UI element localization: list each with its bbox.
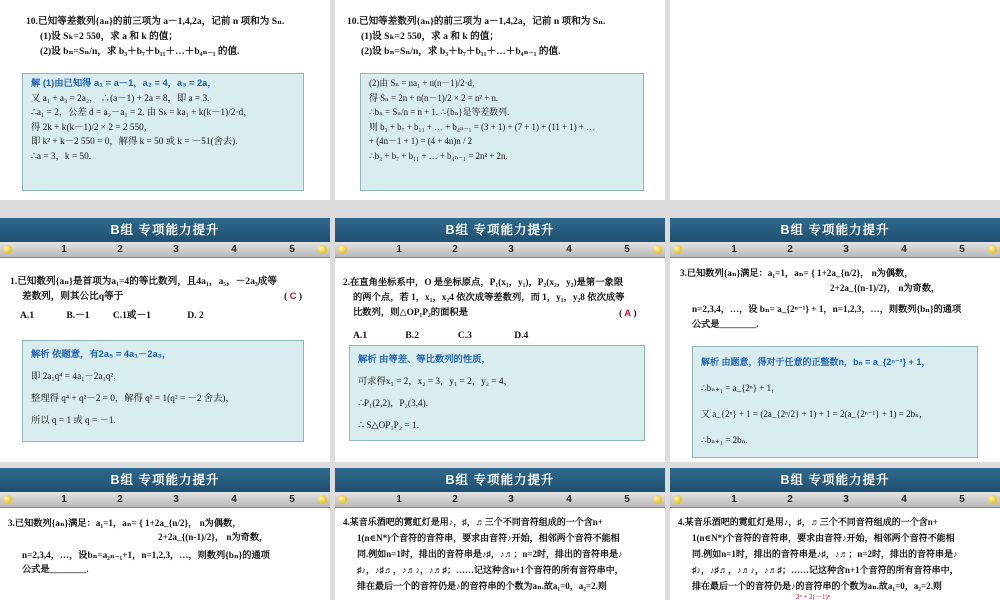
slide-nav bbox=[670, 242, 1000, 258]
solution-line: 解析 由题意，得对于任意的正整数n，bₙ = a_{2ⁿ⁻¹} + 1， bbox=[701, 357, 931, 367]
solution-line: 可求得x₁ = 2，x₂ = 3，y₁ = 2，y₂ = 4， bbox=[358, 377, 513, 387]
option-b[interactable]: B.－1 bbox=[66, 310, 90, 321]
options-row bbox=[20, 308, 320, 323]
answer-letter: C bbox=[289, 291, 297, 302]
solution-line: 解析 由等差、等比数列的性质， bbox=[358, 354, 491, 364]
solution-tag: 解 (1)由已知得 a₁ = a－1，a₂ = 4，a₃ = 2a， bbox=[31, 78, 217, 88]
nav-item-2[interactable]: 2 bbox=[117, 244, 123, 255]
nav-item-4[interactable]: 4 bbox=[901, 244, 907, 255]
nav-item-2[interactable]: 2 bbox=[452, 494, 458, 505]
nav-item-4[interactable]: 4 bbox=[566, 244, 572, 255]
option-a[interactable]: A.1 bbox=[20, 310, 35, 321]
group-header: B组 专项能力提升 bbox=[0, 468, 330, 492]
slide-5[interactable] bbox=[335, 218, 665, 462]
group-header: B组 专项能力提升 bbox=[0, 218, 330, 242]
nav-item-1[interactable]: 1 bbox=[396, 244, 402, 255]
slide-4[interactable] bbox=[0, 218, 330, 462]
options-row bbox=[353, 328, 653, 343]
solution-line: 又 a₁ + a₃ = 2a₂， ∴(a－1) + 2a = 8，即 a = 3. bbox=[31, 93, 210, 104]
nav-next-ball-icon[interactable] bbox=[318, 245, 327, 254]
nav-item-3[interactable]: 3 bbox=[173, 244, 179, 255]
question-text: 1.已知数列{aₙ}是首项为a₁=4的等比数列，且4a₁，a₅，－2a₃成等 差数列，则其公比q等于 ( C ) bbox=[10, 276, 303, 302]
solution-line: ∴P₁(2,2)，P₂(3,4). bbox=[358, 399, 428, 409]
solution-line: 得 Sₙ = 2n + n(n－1)/2 × 2 = n² + n. bbox=[369, 92, 499, 103]
nav-item-2[interactable]: 2 bbox=[117, 494, 123, 505]
nav-prev-ball-icon[interactable] bbox=[673, 245, 682, 254]
option-d[interactable]: D.4 bbox=[514, 330, 529, 341]
nav-item-3[interactable]: 3 bbox=[508, 244, 514, 255]
nav-prev-ball-icon[interactable] bbox=[3, 245, 12, 254]
solution-line: 整理得 q⁴ + q²－2 = 0，解得 q² = 1(q² = －2 舍去)， bbox=[31, 394, 235, 404]
nav-item-5[interactable]: 5 bbox=[959, 494, 965, 505]
nav-item-4[interactable]: 4 bbox=[890, 492, 918, 507]
question-text: 10.已知等差数列{aₙ}的前三项为 a－1,4,2a，记前 n 项和为 Sₙ. (1)设 Sₖ=2 550，求 a 和 k 的值； (2)设 bₙ=Sₙ/n，求 b₃＋b₇＋b₁₁＋…＋b₄ₙ₋₁ 的值. bbox=[347, 16, 606, 57]
nav-item-1[interactable]: 1 bbox=[731, 244, 737, 255]
solution-box bbox=[692, 346, 978, 458]
question-text: 3.已知数列{aₙ}满足：a₁=1，aₙ= { 1+2a_{n/2}， n为偶数， 2+2a_{(n-1)/2}， n为奇数， n=2,3,4，…，设bₙ=a₂ₙ₋₁+1，n=1,2,3，…，则数列{bₙ}的通项 公式是________. bbox=[8, 518, 270, 574]
option-d[interactable]: D. 2 bbox=[187, 310, 204, 321]
group-header: B组 专项能力提升 bbox=[670, 218, 1000, 242]
solution-line: ∴ S△OP₁P₂ = 1. bbox=[358, 421, 419, 431]
solution-line: ∴b₃ + b₇ + b₁₁ + … + b₄ₙ₋₁ = 2n² + 2n. bbox=[369, 150, 508, 161]
nav-item-1[interactable]: 1 bbox=[61, 494, 67, 505]
nav-next-ball-icon[interactable] bbox=[653, 495, 662, 504]
group-header: B组 专项能力提升 bbox=[670, 468, 1000, 492]
nav-item-3[interactable]: 3 bbox=[832, 242, 860, 257]
solution-line bbox=[31, 76, 295, 92]
nav-next-ball-icon[interactable] bbox=[318, 495, 327, 504]
nav-item-5[interactable]: 5 bbox=[289, 494, 295, 505]
nav-prev-ball-icon[interactable] bbox=[338, 245, 347, 254]
group-header: B组 专项能力提升 bbox=[335, 468, 665, 492]
question-text: 3.已知数列{aₙ}满足：a₁=1，aₙ= { 1+2a_{n/2}， n为偶数， 2+2a_{(n-1)/2}， n为奇数， n=2,3,4，…，设 bₙ= a_{2ⁿ⁻¹} + 1，n=1,2,3，…，则数列{bₙ}的通项 公式是________. bbox=[680, 268, 962, 329]
option-a[interactable]: A.1 bbox=[353, 330, 368, 341]
option-b[interactable]: B.2 bbox=[405, 330, 420, 341]
question-text: 4.某音乐酒吧的霓虹灯是用♪，♯，♬三个不同音符组成的一个含n+ 1(n∈N*)个音符的音符串，要求由音符♪开始，相邻两个音符不能相 同.例如n=1时，排出的音符串是♪♯，♪♬；n=2时，排出的音符串是♪ ♯♪，♪♯♬，♪♬♪，♪♬♯；……记这种含n+1个音符的所有音符串中， 排在最后一个的音符仍是♪的音符串的个数为aₙ.故a₁=0，a₂=2.则 bbox=[678, 517, 959, 591]
nav-prev-ball-icon[interactable] bbox=[338, 495, 347, 504]
solution-line: 又 a_{2ⁿ} + 1 = (2a_{2ⁿ/2} + 1) + 1 = 2(a_{2ⁿ⁻¹} + 1) = 2bₙ， bbox=[701, 409, 929, 419]
solution-line: ∴bₙ = Sₙ/n = n + 1. ∴{bₙ}是等差数列. bbox=[369, 107, 510, 118]
option-c[interactable]: C.1或－1 bbox=[112, 310, 151, 321]
nav-item-2[interactable]: 2 bbox=[441, 242, 469, 257]
nav-item-3[interactable]: 3 bbox=[162, 492, 190, 507]
slide-nav bbox=[335, 242, 665, 258]
nav-prev-ball-icon[interactable] bbox=[3, 495, 12, 504]
question-text: 10.已知等差数列{aₙ}的前三项为 a－1,4,2a，记前 n 项和为 Sₙ. (1)设 Sₖ=2 550，求 a 和 k 的值； (2)设 bₙ=Sₙ/n，求 b₃＋b₇＋b₁₁＋…＋b₄ₙ₋₁ 的值. bbox=[26, 16, 285, 57]
solution-box bbox=[22, 73, 304, 191]
slide-nav bbox=[0, 492, 330, 508]
nav-item-5[interactable]: 5 bbox=[959, 244, 965, 255]
solution-line: 即 2a₁q⁴ = 4a₁－2a₁q²， bbox=[31, 372, 123, 382]
slide-2[interactable] bbox=[335, 0, 665, 200]
option-c[interactable]: C.3 bbox=[457, 330, 472, 341]
slide-7[interactable] bbox=[0, 468, 330, 600]
nav-item-4[interactable]: 4 bbox=[231, 244, 237, 255]
solution-line: 所以 q = 1 或 q = －1. bbox=[31, 416, 116, 426]
solution-box bbox=[360, 73, 644, 191]
nav-item-1[interactable]: 1 bbox=[50, 242, 78, 257]
solution-box bbox=[349, 345, 645, 441]
nav-item-5[interactable]: 5 bbox=[624, 494, 630, 505]
solution-box bbox=[22, 340, 304, 442]
slide-nav bbox=[335, 492, 665, 508]
question-text: 4.某音乐酒吧的霓虹灯是用♪，♯，♬三个不同音符组成的一个含n+ 1(n∈N*)个音符的音符串，要求由音符♪开始，相邻两个音符不能相 同.例如n=1时，排出的音符串是♪♯，♪♬；n=2时，排出的音符串是♪ ♯♪，♪♯♬，♪♬♪，♪♬♯；……记这种含n+1个音符的所有音符串中， 排在最后一个的音符仍是♪的音符串的个数为aₙ.故a₁=0，a₂=2.则 bbox=[343, 517, 624, 591]
nav-item-5[interactable]: 5 bbox=[289, 244, 295, 255]
nav-next-ball-icon[interactable] bbox=[988, 245, 997, 254]
nav-next-ball-icon[interactable] bbox=[653, 245, 662, 254]
group-header: B组 专项能力提升 bbox=[335, 218, 665, 242]
nav-item-1[interactable]: 1 bbox=[731, 494, 737, 505]
nav-item-4[interactable]: 4 bbox=[555, 492, 583, 507]
solution-line: 解析 依题意，有2a₅ = 4a₁－2a₃， bbox=[31, 349, 172, 359]
answer-fragment: 2ⁿ + 2(－1)ⁿ bbox=[796, 593, 831, 600]
solution-line: (2)由 Sₙ = na₁ + n(n－1)/2·d， bbox=[369, 78, 481, 88]
solution-line: 即 k² + k－2 550 = 0，解得 k = 50 或 k = －51(舍去). bbox=[31, 137, 238, 147]
question-text: 2.在直角坐标系中，O 是坐标原点，P₁(x₁，y₁)，P₂(x₂，y₂)是第一象限 的两个点，若 1，x₁，x₂4 依次成等差数列，而 1，y₁，y₂8 依次成等 比数列，则△OP₁P₂的面积是 ( A ) bbox=[343, 278, 637, 319]
solution-line: ∴bₙ₊₁ = 2bₙ. bbox=[701, 435, 748, 445]
nav-item-4[interactable]: 4 bbox=[231, 494, 237, 505]
slide-3-blank[interactable] bbox=[670, 0, 1000, 200]
solution-line: + (4n－1 + 1) = (4 + 4n)n / 2 bbox=[369, 136, 473, 147]
slide-1[interactable] bbox=[0, 0, 330, 200]
solution-line: ∴bₙ₊₁ = a_{2ⁿ} + 1， bbox=[701, 383, 781, 393]
nav-item-5[interactable]: 5 bbox=[624, 244, 630, 255]
solution-line: 则 b₃ + b₇ + b₁₁ + … + b₄ₙ₋₁ = (3 + 1) + (7 + 1) + (11 + 1) + … bbox=[369, 121, 596, 132]
nav-next-ball-icon[interactable] bbox=[988, 495, 997, 504]
slide-nav bbox=[670, 492, 1000, 508]
nav-item-1[interactable]: 1 bbox=[396, 494, 402, 505]
slide-nav bbox=[0, 242, 330, 258]
nav-item-3[interactable]: 3 bbox=[508, 494, 514, 505]
nav-item-2[interactable]: 2 bbox=[787, 244, 793, 255]
nav-item-2[interactable]: 2 bbox=[787, 494, 793, 505]
nav-prev-ball-icon[interactable] bbox=[673, 495, 682, 504]
solution-line: ∴a₁ = 2，公差 d = a₂－a₁ = 2. 由 Sₖ = ka₁ + k(k－1)/2·d， bbox=[31, 108, 253, 118]
slide-8[interactable] bbox=[335, 468, 665, 600]
answer-letter: A bbox=[624, 308, 632, 318]
slide-6[interactable] bbox=[670, 218, 1000, 462]
slide-9[interactable] bbox=[670, 468, 1000, 600]
nav-item-3[interactable]: 3 bbox=[843, 494, 849, 505]
solution-line: 得 2k + k(k－1)/2 × 2 = 2 550， bbox=[31, 122, 154, 133]
solution-line: ∴a = 3，k = 50. bbox=[31, 151, 92, 162]
